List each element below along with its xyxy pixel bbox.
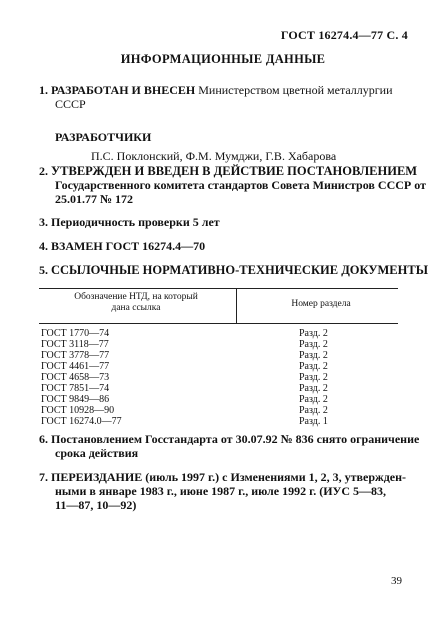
reference-documents-table — [39, 288, 398, 427]
section-3-number: 3. — [39, 215, 48, 229]
developers-names: П.С. Поклонский, Ф.М. Мумджи, Г.В. Хабарова — [91, 149, 337, 163]
section-1 — [39, 83, 419, 97]
table-row — [39, 405, 398, 416]
section-2-number: 2. — [39, 164, 48, 178]
section-7-line-2: ными в январе 1983 г., июне 1987 г., июле 1992 г. (ИУС 5—83, — [55, 484, 386, 498]
section-7-line-1: ПЕРЕИЗДАНИЕ (июль 1997 г.) с Изменениями 1, 2, 3, утвержден- — [51, 470, 406, 484]
table-header-document-line-1: Обозначение НТД, на который — [74, 292, 198, 302]
table-header — [39, 288, 398, 324]
table-cell-document: ГОСТ 7851—74 — [41, 383, 110, 394]
section-2-heading: УТВЕРЖДЕН И ВВЕДЕН В ДЕЙСТВИЕ ПОСТАНОВЛЕНИЕМ — [51, 164, 418, 178]
table-header-document-line-2: дана ссылка — [111, 303, 161, 313]
section-6 — [39, 432, 419, 446]
section-1-text: Министерством цветной металлургии — [198, 83, 393, 97]
table-cell-section: Разд. 2 — [299, 361, 328, 372]
table-cell-document: ГОСТ 10928—90 — [41, 405, 115, 416]
section-5-text: ССЫЛОЧНЫЕ НОРМАТИВНО-ТЕХНИЧЕСКИЕ ДОКУМЕНТЫ — [51, 263, 428, 277]
section-6-number: 6. — [39, 432, 48, 446]
section-3-text: Периодичность проверки 5 лет — [51, 215, 220, 229]
table-body — [39, 328, 398, 427]
section-2-line-2: Государственного комитета стандартов Совета Министров СССР от — [55, 178, 426, 192]
table-cell-section: Разд. 2 — [299, 328, 328, 339]
page-title: ИНФОРМАЦИОННЫЕ ДАННЫЕ — [120, 52, 326, 66]
table-cell-document: ГОСТ 3778—77 — [41, 350, 110, 361]
section-5 — [39, 263, 428, 277]
table-header-section: Номер раздела — [291, 299, 351, 309]
section-7-line-3: 11—87, 10—92) — [55, 498, 137, 512]
table-cell-document: ГОСТ 3118—77 — [41, 339, 109, 350]
table-row — [39, 416, 398, 427]
table-cell-document: ГОСТ 4658—73 — [41, 372, 110, 383]
table-cell-document: ГОСТ 16274.0—77 — [41, 416, 122, 427]
table-cell-section: Разд. 2 — [299, 372, 328, 383]
table-row — [39, 328, 398, 339]
table-row — [39, 361, 398, 372]
table-cell-document: ГОСТ 1770—74 — [41, 328, 110, 339]
table-cell-document: ГОСТ 9849—86 — [41, 394, 110, 405]
section-5-number: 5. — [39, 263, 48, 277]
table-row — [39, 372, 398, 383]
table-cell-section: Разд. 2 — [299, 405, 328, 416]
section-6-line-2: срока действия — [55, 446, 139, 460]
table-header-divider — [236, 289, 237, 323]
section-7 — [39, 470, 406, 484]
table-row — [39, 350, 398, 361]
table-header-document — [51, 292, 221, 314]
section-3 — [39, 215, 220, 229]
section-4 — [39, 239, 205, 253]
page-number: 39 — [391, 575, 402, 587]
table-cell-document: ГОСТ 4461—77 — [41, 361, 110, 372]
section-2 — [39, 164, 417, 178]
table-cell-section: Разд. 1 — [299, 416, 328, 427]
table-cell-section: Разд. 2 — [299, 383, 328, 394]
section-6-line-1: Постановлением Госстандарта от 30.07.92 № 836 снято ограничение — [51, 432, 420, 446]
document-reference-header: ГОСТ 16274.4—77 С. 4 — [280, 28, 408, 42]
section-4-text: ВЗАМЕН ГОСТ 16274.4—70 — [51, 239, 206, 253]
table-row — [39, 339, 398, 350]
table-row — [39, 394, 398, 405]
table-cell-section: Разд. 2 — [299, 339, 328, 350]
section-1-continuation: СССР — [55, 97, 86, 111]
section-1-number: 1. — [39, 83, 48, 97]
section-1-heading: РАЗРАБОТАН И ВНЕСЕН — [51, 83, 196, 97]
developers-heading: РАЗРАБОТЧИКИ — [55, 130, 152, 144]
table-row — [39, 383, 398, 394]
section-4-number: 4. — [39, 239, 48, 253]
section-2-line-3: 25.01.77 № 172 — [55, 192, 134, 206]
table-cell-section: Разд. 2 — [299, 350, 328, 361]
table-cell-section: Разд. 2 — [299, 394, 328, 405]
section-7-number: 7. — [39, 470, 48, 484]
